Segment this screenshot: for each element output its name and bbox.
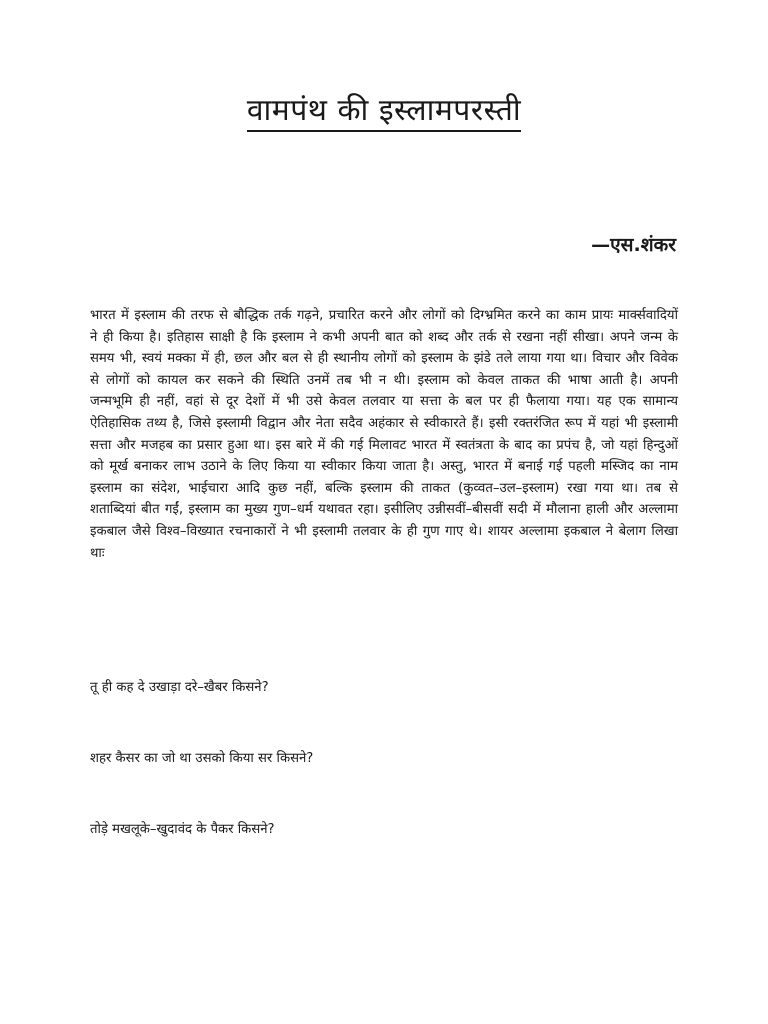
document-title-text: वामपंथ की इस्लामपरस्ती (247, 93, 521, 132)
author-byline: —एस.शंकर (591, 234, 676, 256)
verse-line-2: शहर कैसर का जो था उसको किया सर किसने? (90, 751, 314, 766)
document-title (0, 88, 768, 129)
verse-line-3: तोड़े मखलूके–खुदावंद के पैकर किसने? (90, 822, 275, 837)
body-paragraph: भारत में इस्लाम की तरफ से बौद्धिक तर्क गढ़ने, प्रचारित करने और लोगों को दिग्भ्रमित करने का काम प्रायः मार्क्सवादियों ने ही किया है। इतिहास साक्षी है कि इस्लाम ने कभी अपनी बात को शब्द और तर्क से रखना नहीं सीखा। अपने जन्म के समय भी, स्वयं मक्का में ही, छल और बल से ही स्थानीय लोगों को इस्लाम के झंडे तले लाया गया था। विचार और विवेक से लोगों को कायल कर सकने की स्थिति उनमें तब भी न थी। इस्लाम को केवल ताकत की भाषा आती है। अपनी जन्मभूमि ही नहीं, वहां से दूर देशों में भी उसे केवल तलवार या सत्ता के बल पर ही फैलाया गया। यह एक सामान्य ऐतिहासिक तथ्य है, जिसे इस्लामी विद्वान और नेता सदैव अहंकार से स्वीकारते हैं। इसी रक्तरंजित रूप में यहां भी इस्लामी सत्ता और मजहब का प्रसार हुआ था। इस बारे में की गई मिलावट भारत में स्वतंत्रता के बाद का प्रपंच है, जो यहां हिन्दुओं को मूर्ख बनाकर लाभ उठाने के लिए किया या स्वीकार किया जाता है। अस्तु, भारत में बनाई गई पहली मस्जिद का नाम इस्लाम का संदेश, भाईचारा आदि कुछ नहीं, बल्कि इस्लाम की ताकत (कुव्वत–उल–इस्लाम) रखा गया था। तब से शताब्दियां बीत गईं, इस्लाम का मुख्य गुण–धर्म यथावत रहा। इसीलिए उन्नीसवीं–बीसवीं सदी में मौलाना हाली और अल्लामा इकबाल जैसे विश्व–विख्यात रचनाकारों ने भी इस्लामी तलवार के ही गुण गाए थे। शायर अल्लामा इकबाल ने बेलाग लिखा थाः (90, 308, 678, 561)
verse-line-1: तू ही कह दे उखाड़ा दरे–खैबर किसने? (90, 680, 269, 695)
